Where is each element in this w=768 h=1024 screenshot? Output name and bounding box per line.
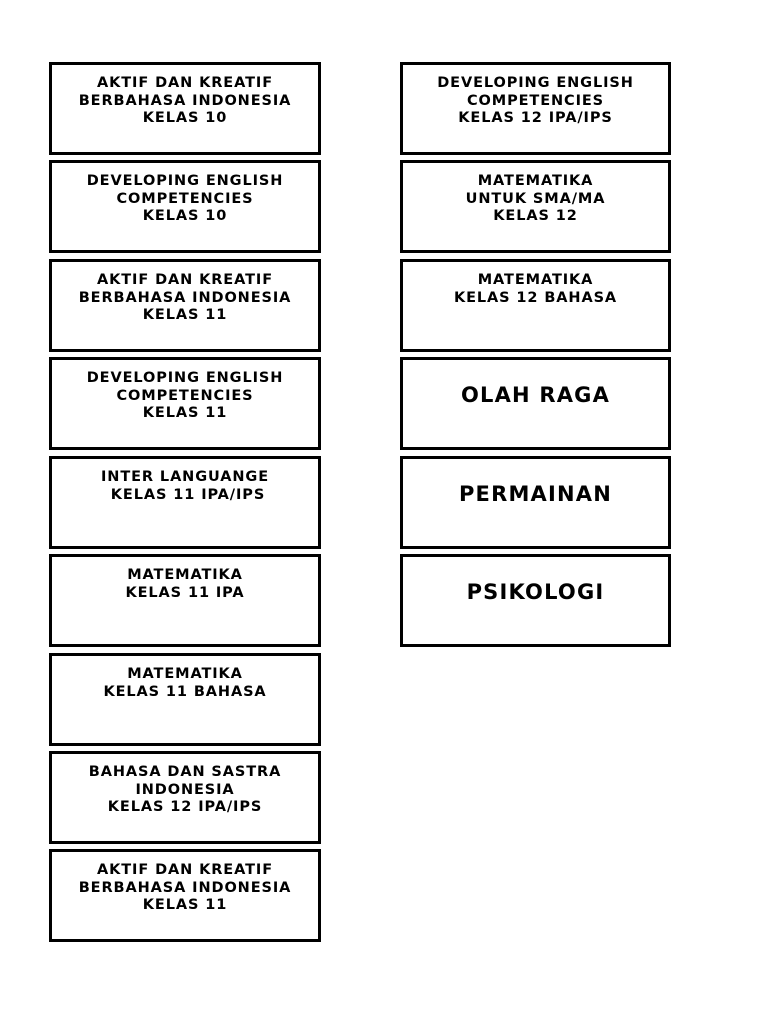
label-line: KELAS 11	[142, 405, 228, 421]
book-label-developing-english-kelas-12	[400, 62, 671, 155]
label-line: KELAS 11	[142, 897, 228, 913]
book-label-developing-english-kelas-10	[49, 160, 321, 253]
label-line: PERMAINAN	[458, 482, 613, 506]
book-label-aktif-kreatif-kelas-11	[49, 259, 321, 352]
book-label-developing-english-kelas-11	[49, 357, 321, 450]
label-line: PSIKOLOGI	[466, 580, 605, 604]
label-line: KELAS 12	[493, 208, 578, 224]
label-line: MATEMATIKA	[127, 666, 243, 682]
label-line: KELAS 10	[142, 110, 228, 126]
label-line: COMPETENCIES	[116, 387, 254, 404]
label-line: INTER LANGUANGE	[100, 469, 270, 485]
label-line: KELAS 12 BAHASA	[453, 289, 618, 306]
label-line: BERBAHASA INDONESIA	[78, 879, 292, 896]
label-line: COMPETENCIES	[116, 190, 254, 207]
label-line: BERBAHASA INDONESIA	[78, 289, 292, 306]
label-line: KELAS 11 IPA	[125, 584, 245, 601]
label-line: DEVELOPING ENGLISH	[86, 370, 284, 386]
book-label-matematika-kelas-11-ipa	[49, 554, 321, 647]
label-line: INDONESIA	[135, 781, 235, 798]
label-line: BAHASA DAN SASTRA	[88, 764, 282, 780]
book-label-matematika-kelas-11-bahasa	[49, 653, 321, 746]
label-line: KELAS 11 IPA/IPS	[104, 486, 266, 503]
label-line: AKTIF DAN KREATIF	[96, 75, 274, 91]
label-line: COMPETENCIES	[466, 92, 605, 109]
book-label-matematika-sma-kelas-12	[400, 160, 671, 253]
book-label-inter-languange	[49, 456, 321, 549]
label-line: KELAS 12 IPA/IPS	[107, 799, 263, 815]
label-line: MATEMATIKA	[477, 272, 594, 288]
label-line: DEVELOPING ENGLISH	[437, 75, 634, 91]
book-label-aktif-kreatif-kelas-10	[49, 62, 321, 155]
label-line: AKTIF DAN KREATIF	[96, 862, 274, 878]
book-label-matematika-kelas-12-bahasa	[400, 259, 671, 352]
label-line: MATEMATIKA	[477, 173, 594, 189]
label-line: OLAH RAGA	[460, 383, 611, 407]
book-label-aktif-kreatif-kelas-11-duplicate	[49, 849, 321, 942]
label-line: BERBAHASA INDONESIA	[78, 92, 292, 109]
label-line: AKTIF DAN KREATIF	[96, 272, 274, 288]
label-line: KELAS 10	[142, 208, 228, 224]
label-line: KELAS 11 BAHASA	[103, 683, 267, 700]
label-line: UNTUK SMA/MA	[465, 190, 606, 207]
label-line: KELAS 12 IPA/IPS	[458, 110, 613, 126]
book-label-psikologi	[400, 554, 671, 647]
book-label-olah-raga	[400, 357, 671, 450]
label-line: MATEMATIKA	[127, 567, 243, 583]
book-label-bahasa-sastra-indonesia	[49, 751, 321, 844]
book-label-permainan	[400, 456, 671, 549]
label-line: DEVELOPING ENGLISH	[86, 173, 284, 189]
label-line: KELAS 11	[142, 307, 228, 323]
